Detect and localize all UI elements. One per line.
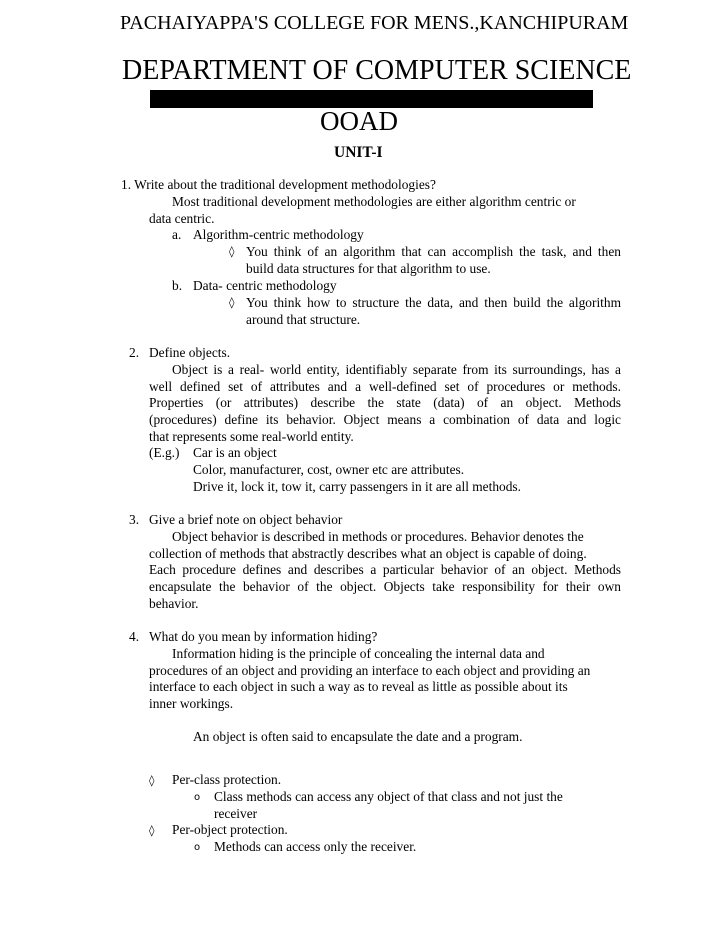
- question-4-number: 4.: [129, 629, 140, 644]
- question-2-line-3: Properties (or attributes) describe the state (data) of an object. Methods: [149, 395, 621, 410]
- per-object-protection-text-1: Methods can access only the receiver.: [214, 839, 417, 854]
- per-object-protection-label: Per-object protection.: [172, 822, 288, 837]
- question-2-line-1: Object is a real- world entity, identifiably separate from its surroundings, has a: [172, 362, 621, 377]
- question-2-number: 2.: [129, 345, 140, 360]
- question-3-number: 3.: [129, 512, 140, 527]
- example-line-1: Car is an object: [193, 445, 277, 460]
- question-3-line-5: behavior.: [149, 596, 199, 611]
- diamond-bullet-icon: ◊: [149, 824, 155, 837]
- example-line-2: Color, manufacturer, cost, owner etc are attributes.: [193, 462, 465, 477]
- encapsulation-note: An object is often said to encapsulate the date and a program.: [193, 729, 523, 744]
- question-1-title: 1. Write about the traditional development methodologies?: [121, 177, 436, 192]
- question-3-line-1: Object behavior is described in methods or procedures. Behavior denotes the: [172, 529, 584, 544]
- question-3-line-3: Each procedure defines and describes a particular behavior of an object. Methods: [149, 562, 621, 577]
- per-class-protection-text-1: Class methods can access any object of that class and not just the: [214, 789, 563, 804]
- item-b-label: Data- centric methodology: [193, 278, 337, 293]
- circle-bullet-icon: o: [194, 792, 201, 803]
- question-2-line-5: that represents some real-world entity.: [149, 429, 354, 444]
- unit-title: UNIT-I: [334, 144, 383, 161]
- item-b-text-line-1: You think how to structure the data, and then build the algorithm: [246, 295, 621, 310]
- circle-bullet-icon: o: [194, 842, 201, 853]
- diamond-bullet-icon: ◊: [229, 296, 235, 309]
- question-3-line-4: encapsulate the behavior of the object. Objects take responsibility for their own: [149, 579, 621, 594]
- question-4-line-4: inner workings.: [149, 696, 234, 711]
- diamond-bullet-icon: ◊: [149, 774, 155, 787]
- question-4-line-2: procedures of an object and providing an interface to each object and providing an: [149, 663, 591, 678]
- item-b-marker: b.: [172, 278, 183, 293]
- question-2-line-4: (procedures) define its behavior. Object means a combination of data and logic: [149, 412, 621, 427]
- question-1-intro-line-2: data centric.: [149, 211, 215, 226]
- question-2-title: Define objects.: [149, 345, 231, 360]
- item-a-marker: a.: [172, 227, 182, 242]
- item-a-label: Algorithm-centric methodology: [193, 227, 364, 242]
- question-1-intro-line-1: Most traditional development methodologies are either algorithm centric or: [172, 194, 576, 209]
- example-line-3: Drive it, lock it, tow it, carry passengers in it are all methods.: [193, 479, 521, 494]
- college-name: PACHAIYAPPA'S COLLEGE FOR MENS.,KANCHIPURAM: [120, 12, 629, 34]
- question-3-title: Give a brief note on object behavior: [149, 512, 343, 527]
- diamond-bullet-icon: ◊: [229, 245, 235, 258]
- question-2-line-2: well defined set of attributes and a well-defined set of procedures or methods.: [149, 379, 621, 394]
- subject-title: OOAD: [320, 106, 398, 136]
- question-4-line-3: interface to each object in such a way as to reveal as little as possible about its: [149, 679, 568, 694]
- item-b-text-line-2: around that structure.: [246, 312, 361, 327]
- item-a-text-line-2: build data structures for that algorithm to use.: [246, 261, 491, 276]
- example-label: (E.g.): [149, 445, 180, 460]
- item-a-text-line-1: You think of an algorithm that can accomplish the task, and then: [246, 244, 621, 259]
- question-3-line-2: collection of methods that abstractly describes what an object is capable of doing.: [149, 546, 587, 561]
- question-4-title: What do you mean by information hiding?: [149, 629, 378, 644]
- per-class-protection-label: Per-class protection.: [172, 772, 282, 787]
- per-class-protection-text-2: receiver: [214, 806, 258, 821]
- department-title: DEPARTMENT OF COMPUTER SCIENCE: [122, 55, 632, 86]
- question-4-line-1: Information hiding is the principle of concealing the internal data and: [172, 646, 545, 661]
